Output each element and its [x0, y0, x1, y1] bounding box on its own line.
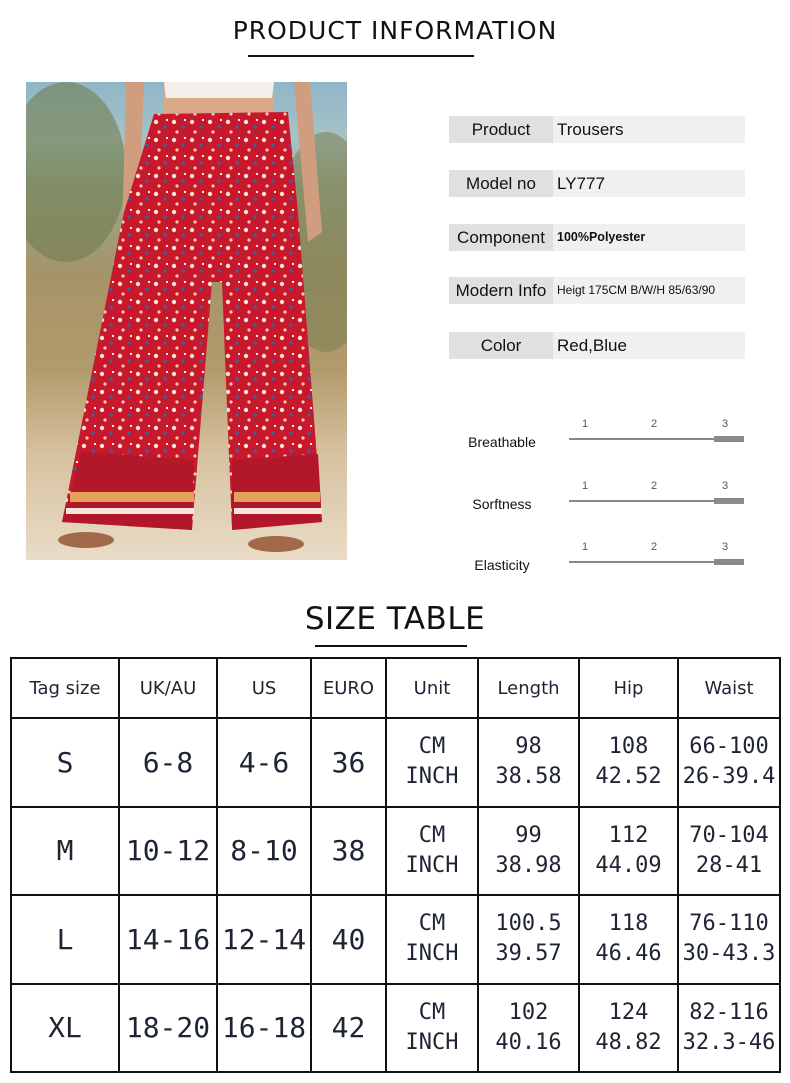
- info-row-model: [449, 170, 745, 197]
- waist-cell: [678, 984, 780, 1073]
- rating-fill: [714, 498, 744, 504]
- length-cm: 100.5: [495, 911, 562, 937]
- info-row-model-info: [449, 277, 745, 304]
- length-inch: 38.98: [495, 852, 562, 878]
- info-row-component: [449, 224, 745, 251]
- scale-tick: 3: [721, 480, 729, 492]
- length-cell: [478, 895, 579, 984]
- hip-cell: [579, 895, 678, 984]
- table-row: [11, 895, 780, 984]
- hip-inch: 46.46: [595, 941, 662, 967]
- length-cell: [478, 984, 579, 1073]
- unit-cm: CM: [418, 911, 446, 937]
- hip-inch: 42.52: [595, 764, 662, 790]
- waist-inch: 30-43.3: [682, 941, 776, 967]
- rating-label: Sorftness: [472, 496, 532, 512]
- hip-cell: [579, 718, 678, 807]
- scale-tick: 2: [650, 541, 658, 553]
- header-unit: Unit: [386, 658, 478, 718]
- scale-tick: 1: [581, 418, 589, 430]
- hip-inch: 48.82: [595, 1029, 662, 1055]
- info-row-product: [449, 116, 745, 143]
- header-tag-size: Tag size: [11, 658, 119, 718]
- scale-tick: 3: [721, 541, 729, 553]
- info-key: Modern Info: [449, 277, 553, 304]
- size-table-title: SIZE TABLE: [304, 601, 486, 637]
- header-uk-au: UK/AU: [119, 658, 217, 718]
- header-euro: EURO: [311, 658, 386, 718]
- rating-breathable: [440, 418, 760, 462]
- length-cm: 99: [515, 822, 542, 848]
- length-inch: 40.16: [495, 1029, 562, 1055]
- uk-cell: 18-20: [119, 984, 217, 1073]
- uk-cell: 10-12: [119, 807, 217, 896]
- info-key: Product: [449, 116, 553, 143]
- info-value: Heigt 175CM B/W/H 85/63/90: [557, 283, 716, 297]
- unit-cm: CM: [418, 734, 446, 760]
- us-cell: 4-6: [217, 718, 311, 807]
- info-key: Color: [449, 332, 553, 359]
- length-inch: 39.57: [495, 941, 562, 967]
- waist-cell: [678, 807, 780, 896]
- rating-elasticity: [440, 541, 760, 585]
- unit-inch: INCH: [405, 764, 459, 790]
- us-cell: 12-14: [217, 895, 311, 984]
- waist-inch: 32.3-46: [682, 1029, 776, 1055]
- size-table: [10, 657, 781, 1073]
- hip-cm: 124: [608, 999, 649, 1025]
- info-key: Component: [449, 224, 553, 251]
- header-length: Length: [478, 658, 579, 718]
- unit-inch: INCH: [405, 852, 459, 878]
- length-cell: [478, 807, 579, 896]
- info-key: Model no: [449, 170, 553, 197]
- rating-label: Breathable: [468, 434, 536, 450]
- length-inch: 38.58: [495, 764, 562, 790]
- unit-cell: [386, 807, 478, 896]
- header-waist: Waist: [678, 658, 780, 718]
- header-us: US: [217, 658, 311, 718]
- hip-cell: [579, 984, 678, 1073]
- euro-cell: 36: [311, 718, 386, 807]
- waist-cm: 70-104: [689, 822, 769, 848]
- product-info-title: PRODUCT INFORMATION: [232, 16, 558, 45]
- tag-size-cell: L: [11, 895, 119, 984]
- table-row: [11, 984, 780, 1073]
- euro-cell: 38: [311, 807, 386, 896]
- info-value: LY777: [557, 174, 605, 193]
- us-cell: 8-10: [217, 807, 311, 896]
- waist-inch: 26-39.4: [682, 764, 776, 790]
- waist-inch: 28-41: [695, 852, 763, 878]
- info-value: Trousers: [557, 120, 624, 139]
- hip-cm: 118: [608, 911, 649, 937]
- scale-tick: 2: [650, 418, 658, 430]
- rating-softness: [440, 480, 760, 524]
- waist-cell: [678, 718, 780, 807]
- hip-cm: 112: [608, 822, 649, 848]
- info-value: Red,Blue: [557, 336, 627, 355]
- uk-cell: 14-16: [119, 895, 217, 984]
- scale-tick: 1: [581, 480, 589, 492]
- rating-fill: [714, 559, 744, 565]
- length-cm: 102: [508, 999, 549, 1025]
- product-info-title-underline: [248, 55, 474, 57]
- info-row-color: [449, 332, 745, 359]
- unit-cell: [386, 718, 478, 807]
- hip-inch: 44.09: [595, 852, 662, 878]
- hip-cell: [579, 807, 678, 896]
- size-table-title-underline: [315, 645, 467, 647]
- unit-inch: INCH: [405, 941, 459, 967]
- scale-tick: 2: [650, 480, 658, 492]
- waist-cm: 82-116: [689, 999, 769, 1025]
- tag-size-cell: XL: [11, 984, 119, 1073]
- rating-label: Elasticity: [474, 557, 530, 573]
- unit-cell: [386, 895, 478, 984]
- unit-cm: CM: [418, 999, 446, 1025]
- scale-tick: 3: [721, 418, 729, 430]
- tag-size-cell: S: [11, 718, 119, 807]
- length-cm: 98: [515, 734, 542, 760]
- info-value: 100%Polyester: [557, 230, 646, 244]
- product-photo: [26, 82, 347, 560]
- waist-cm: 76-110: [689, 911, 769, 937]
- unit-cell: [386, 984, 478, 1073]
- unit-cm: CM: [418, 822, 446, 848]
- unit-inch: INCH: [405, 1029, 459, 1055]
- waist-cm: 66-100: [689, 734, 769, 760]
- tag-size-cell: M: [11, 807, 119, 896]
- hip-cm: 108: [608, 734, 649, 760]
- us-cell: 16-18: [217, 984, 311, 1073]
- euro-cell: 40: [311, 895, 386, 984]
- waist-cell: [678, 895, 780, 984]
- euro-cell: 42: [311, 984, 386, 1073]
- uk-cell: 6-8: [119, 718, 217, 807]
- scale-tick: 1: [581, 541, 589, 553]
- rating-fill: [714, 436, 744, 442]
- table-row: [11, 718, 780, 807]
- table-header-row: [11, 658, 780, 718]
- length-cell: [478, 718, 579, 807]
- table-row: [11, 807, 780, 896]
- header-hip: Hip: [579, 658, 678, 718]
